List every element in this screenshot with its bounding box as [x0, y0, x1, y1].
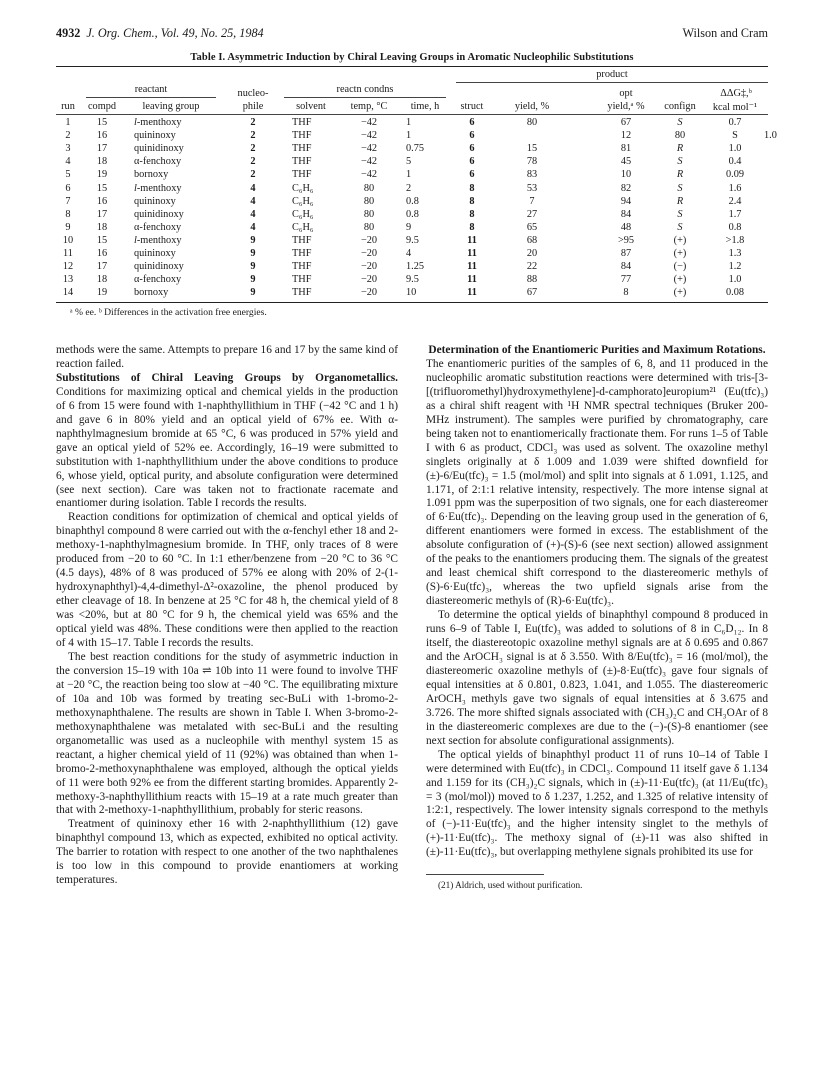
table-cell-compd: 18	[96, 274, 108, 286]
table-cell-lg: α-fenchoxy	[134, 221, 182, 233]
group-header-product: product	[596, 69, 628, 80]
group-rule-product	[456, 82, 768, 83]
table-cell-time: 1.25	[406, 261, 425, 273]
table-cell-lg: l-menthoxy	[134, 182, 182, 194]
table-cell-time: 9.5	[406, 274, 419, 286]
table-cell-struct: 8	[469, 221, 475, 233]
table-cell-run: 3	[65, 143, 71, 155]
table-cell-yield: 88	[526, 274, 538, 286]
col-header-ddg-1: ΔΔG‡,ᵇ	[720, 88, 752, 99]
table-cell-time: 9.5	[406, 234, 419, 246]
table-cell-temp: −20	[360, 274, 378, 286]
table-cell-config: 80	[674, 130, 686, 142]
table-cell-solv: THF	[292, 130, 312, 142]
table-cell-nu: 4	[250, 208, 256, 220]
table-cell-temp: −42	[360, 117, 378, 128]
table-cell-run: 12	[62, 261, 74, 273]
table-cell-yield: 68	[526, 234, 538, 246]
table-cell-compd: 18	[96, 221, 108, 233]
table-cell-lg: α-fenchoxy	[134, 274, 182, 286]
table-cell-dg: 1.6	[728, 182, 742, 194]
table-cell-nu: 2	[250, 156, 256, 168]
table-cell-config: R	[676, 195, 684, 207]
table-cell-yield: 7	[529, 195, 535, 207]
table-cell-config: S	[677, 156, 683, 168]
table-cell-run: 5	[65, 169, 71, 181]
table-cell-solv: C₆H₆	[292, 221, 314, 233]
table-cell-opt: 94	[620, 195, 632, 207]
paragraph: The enantiomeric purities of the samples of 6, 8, and 11 produced in the nucleophilic aromatic substitution reactions were determined with tris-[3-[(trifluoromethyl)hydroxymethylene]-d-camphorato]europium²¹ (Eu(tfc)₃) as a chiral shift reagent with ¹H NMR spectral techniques (Bruker 200-MHz instrument). The samples were purified by chromatography, care being taken not to enantiomerically fractionate them. For runs 1–5 of Table I with 6 as product, CDCl₃ was used as solvent. The oxazoline methyl singlets originally at δ 1.009 and 1.039 were shifted downfield for (±)-6/Eu(tfc)₃ = 1.5 (mol/mol) and split into signals at δ 1.091, 1.125, and 1.171, of 2:1:1 relative intensity, respectively. The more intense signal at 1.091 ppm was the superposition of two signals, one for each diastereomer of 6·Eu(tfc)₃. Depending on the leaving group used in the generation of 6, different enantiomers were formed in excess. The establishment of the absolute configuration of (+)-(S)-6 (see next section) allowed assignment of the peaks to the enantiomers producing them. The signals of the greatest and least chemical shift correspond to the diastereomeric methyls of (S)-6·Eu(tfc)₃, whereas the two upfield signals arise from the diastereomeric methyls of (R)-6·Eu(tfc)₃.	[426, 357, 768, 608]
table-cell-dg: >1.8	[725, 234, 745, 246]
table-cell-nu: 9	[250, 274, 256, 286]
paragraph: methods were the same. Attempts to prepare 16 and 17 by the same kind of reaction failed.	[56, 344, 398, 370]
table-cell-nu: 9	[250, 234, 256, 246]
paragraph: To determine the optical yields of binaphthyl compound 8 produced in runs 6–9 of Table I, Eu(tfc)₃ was added to solutions of 8 in C₆D₁₂. In 8 itself, the diastereotopic oxazoline methyl signals are at δ 0.695 and 0.867 and the ArOCH₃ signal is at δ 3.550. With 8/Eu(tfc)₃ = 16 (mol/mol), the diastereomeric oxazoline methyls of (±)-8·Eu(tfc)₃ gave four signals of equal intensities at δ 0.801, 0.823, 1.041, and 1.055. The diastereomeric ArOCH₃ methyls gave two signals of equal intensities at δ 3.675 and 3.726. The more shifted signals associated with (CH₃)₂C and CH₃OAr of 8 in the diastereomeric complexes are due to the (−)-(S)-8 enantiomer (see next section for absolute configurational assignments).	[426, 609, 768, 747]
table-cell-struct: 11	[467, 261, 477, 273]
journal-page	[56, 26, 777, 891]
running-header	[56, 26, 768, 44]
table-cell-solv: THF	[292, 261, 312, 273]
table-cell-config: S	[677, 117, 683, 128]
table-cell-compd: 15	[96, 182, 108, 194]
table-cell-solv: C₆H₆	[292, 195, 314, 207]
table-cell-dg: 0.7	[728, 117, 742, 128]
table-cell-nu: 2	[250, 143, 256, 155]
table-cell-struct: 8	[469, 195, 475, 207]
table-cell-temp: −42	[360, 156, 378, 168]
table-cell-compd: 15	[96, 234, 108, 246]
table-cell-run: 1	[65, 117, 71, 128]
table-cell-run: 10	[62, 234, 74, 246]
table-cell-run: 2	[65, 130, 71, 142]
table-cell-run: 13	[62, 274, 74, 286]
table-cell-time: 1	[406, 169, 412, 181]
table-cell-lg: l-menthoxy	[134, 234, 182, 246]
table-cell-temp: −42	[360, 143, 378, 155]
table-cell-run: 6	[65, 182, 71, 194]
table-cell-dg: 1.7	[728, 208, 742, 220]
footnote-rule	[426, 874, 544, 875]
col-header-struct: struct	[460, 101, 484, 112]
table-cell-opt: 77	[620, 274, 632, 286]
table-cell-struct: 6	[469, 156, 475, 168]
table-cell-config: (+)	[673, 287, 687, 299]
table-cell-yield: 27	[526, 208, 538, 220]
section-heading: Determination of the Enantiomeric Purities and Maximum Rotations.	[428, 344, 766, 356]
table-cell-dg: 0.8	[728, 221, 742, 233]
table-cell-dg: 1.0	[728, 143, 742, 155]
table-cell-opt: 84	[620, 261, 632, 273]
table-cell-dg: 2.4	[728, 195, 742, 207]
section-heading: Substitutions of Chiral Leaving Groups by Organometallics.	[56, 371, 398, 384]
table-cell-dg: 1.0	[728, 274, 742, 286]
table-cell-time: 2	[406, 182, 412, 194]
table-cell-yield: 83	[526, 169, 538, 181]
table-cell-time: 4	[406, 248, 412, 259]
table-cell-struct: 8	[469, 208, 475, 220]
col-header-nucleophile-1: nucleo-	[237, 88, 269, 99]
table-cell-lg: l-menthoxy	[134, 117, 182, 128]
authors: Wilson and Cram	[682, 26, 768, 40]
page-number: 4932	[56, 26, 81, 40]
table-cell-opt: 45	[620, 156, 632, 168]
table-cell-config: R	[676, 169, 684, 181]
table-cell-struct: 6	[469, 130, 475, 142]
table-cell-temp: 80	[363, 182, 375, 194]
table-cell-run: 11	[63, 248, 73, 259]
table-cell-nu: 2	[250, 169, 256, 181]
table-cell-config: R	[676, 143, 684, 155]
table-cell-solv: THF	[292, 287, 312, 299]
table-cell-temp: 80	[363, 221, 375, 233]
col-header-config: confign	[664, 101, 696, 112]
col-header-opt-2: yield,ᵃ %	[607, 101, 645, 112]
table-cell-temp: −42	[360, 130, 378, 142]
table-cell-dg: 1.2	[728, 261, 742, 273]
paragraph: The best reaction conditions for the study of asymmetric induction in the conversion 15–19 with 10a ⇌ 10b into 11 were found to involve THF at −20 °C, the reaction being too slow at −40 °C. The equilibrating mixture of 10a and 10b was formed by treating sec-BuLi with 1-bromo-2-methoxynaphthalene. The results are shown in Table I. When 3-bromo-2-methoxynaphthalene was metalated with sec-BuLi and the resulting organometallic was used as a nucleophile with menthyl system 15 as reactant, a higher chemical yield of 11 (92%) was obtained than when 1-bromo-2-methoxynaphthalene was employed, although the optical yields of 11 were both 92% ee from the different starting bromides. Apparently 2-methoxy-3-naphthyllithium reacts with 15–19 at a rate much greater than that with 2-methoxy-1-naphthyllithium, probably for steric reasons.	[56, 650, 398, 817]
table-cell-config: S	[677, 208, 683, 220]
table-cell-opt: 81	[620, 143, 632, 155]
table-cell-nu: 2	[250, 130, 256, 142]
left-column	[56, 344, 398, 893]
col-header-run: run	[61, 101, 75, 112]
table-cell-dg: 0.09	[725, 169, 745, 181]
table-cell-compd: 18	[96, 156, 108, 168]
paragraph: The optical yields of binaphthyl product 11 of runs 10–14 of Table I were determined with Eu(tfc)₃ in CDCl₃. Compound 11 itself gave δ 1.134 and 1.159 for its (CH₃)₂C signals, which in (±)-11·Eu(tfc)₃ (at 11/Eu(tfc)₃ = 3 (mol/mol)) moved to δ 1.237, 1.252, and 1.325 of relative intensity of 1:2:1, respectively. The lower intensity signals correspond to the methyls of (−)-11·Eu(tfc)₃ and the higher intensity singlet to the methyls of (+)-11·Eu(tfc)₃. The methoxy signal of (±)-11 was also shifted in (±)-11·Eu(tfc)₃, but overlapping methylene signals prohibited its use for	[426, 748, 768, 859]
col-header-solvent: solvent	[296, 101, 326, 112]
table-cell-config: (+)	[673, 274, 687, 286]
table-cell-opt: >95	[617, 234, 635, 246]
results-table	[56, 66, 777, 303]
table-cell-compd: 16	[96, 248, 108, 259]
table-cell-run: 8	[65, 208, 71, 220]
table-cell-nu: 4	[250, 195, 256, 207]
table-cell-temp: −42	[360, 169, 378, 181]
table-cell-temp: −20	[360, 234, 378, 246]
table-cell-opt: 82	[620, 182, 632, 194]
table-cell-lg: quinidinoxy	[134, 208, 184, 220]
table-cell-solv: THF	[292, 234, 312, 246]
table-cell-lg: bornoxy	[134, 287, 169, 299]
table-cell-yield: 53	[526, 182, 538, 194]
table-cell-compd: 15	[96, 117, 108, 128]
table-cell-yield: 15	[526, 143, 538, 155]
header-rule	[56, 114, 768, 115]
table-cell-struct: 6	[469, 143, 475, 155]
paragraph-text: Conditions for maximizing optical and chemical yields in the production of 6 from 15 were found with 1-naphthyllithium in THF (−42 °C and 1 h) and gave 6 in 80% yield and an optical yield of 67% ee. With α-naphthylmagnesium bromide at 65 °C, 6 was produced in 57% yield and gave an optical yield of 52% ee. Accordingly, 16–19 were submitted to substitution with 1-naphthyllithium under the above conditions to produce 6, whose yield, optical purity, and absolute configuration were determined (see next section). Care was taken not to fractionate racemate and enantiomer during isolation. Table I records the results.	[56, 385, 398, 510]
table-cell-compd: 17	[96, 208, 108, 220]
group-header-reactant: reactant	[134, 84, 168, 95]
table-cell-opt: 8	[623, 287, 629, 299]
table-cell-temp: −20	[360, 287, 378, 299]
table-cell-nu: 9	[250, 287, 256, 299]
table-cell-nu: 9	[250, 261, 256, 273]
table-cell-struct: 11	[467, 248, 477, 259]
col-header-nucleophile-2: phile	[242, 101, 264, 112]
table-cell-lg: quininoxy	[134, 195, 176, 207]
col-header-compd: compd	[87, 101, 117, 112]
table-cell-struct: 6	[469, 169, 475, 181]
table-cell-lg: quinidinoxy	[134, 143, 184, 155]
table-cell-config: (−)	[673, 261, 687, 273]
table-cell-struct: 11	[467, 274, 477, 286]
right-column	[426, 344, 768, 893]
group-rule-conds	[284, 97, 446, 98]
table-cell-struct: 11	[467, 287, 477, 299]
two-column-text	[56, 344, 768, 893]
table-cell-time: 1	[406, 130, 412, 142]
table-cell-nu: 4	[250, 221, 256, 233]
table-cell-lg: quininoxy	[134, 248, 176, 259]
table-cell-opt: 84	[620, 208, 632, 220]
table-cell-dg: S	[732, 130, 738, 142]
col-header-time: time, h	[410, 101, 440, 112]
table-cell-compd: 16	[96, 195, 108, 207]
table-cell-struct: 6	[469, 117, 475, 128]
table-cell-solv: THF	[292, 117, 312, 128]
table-cell-time: 0.8	[406, 195, 419, 207]
col-header-temp: temp, °C	[350, 101, 388, 112]
table-cell-temp: 80	[363, 208, 375, 220]
table-cell-solv: THF	[292, 143, 312, 155]
table-cell-solv: C₆H₆	[292, 208, 314, 220]
table-caption: Table I. Asymmetric Induction by Chiral Leaving Groups in Aromatic Nucleophilic Substitutions	[190, 52, 634, 63]
table-cell-yield: 22	[526, 261, 538, 273]
table-cell-compd: 17	[96, 143, 108, 155]
table-cell-config: (+)	[673, 234, 687, 246]
table-cell-dg: 0.4	[728, 156, 742, 168]
table-cell-lg: bornoxy	[134, 169, 169, 181]
col-header-ddg-2: kcal mol⁻¹	[712, 102, 758, 113]
table-cell-solv: THF	[292, 274, 312, 286]
group-header-conds: reactn condns	[336, 84, 394, 95]
table-cell-lg: quinidinoxy	[134, 261, 184, 273]
table-cell-config: S	[677, 221, 683, 233]
table-cell-yield: 78	[526, 156, 538, 168]
table-cell-solv: THF	[292, 169, 312, 181]
table-cell-time: 5	[406, 156, 412, 168]
table-cell-compd: 17	[96, 261, 108, 273]
table-cell-compd: 16	[96, 130, 108, 142]
table-cell-solv: C₆H₆	[292, 182, 314, 194]
group-rule-reactant	[86, 97, 216, 98]
table-cell-opt: 10	[620, 169, 632, 181]
table-cell-temp: −20	[360, 248, 378, 259]
table-cell-nu: 2	[250, 117, 256, 128]
paragraph: Treatment of quininoxy ether 16 with 2-naphthyllithium (12) gave binaphthyl compound 13, which as expected, exhibited no optical activity. The barrier to rotation with respect to one another of the two naphthalenes is too low in this compound to provide enantiomers at working temperatures.	[56, 818, 398, 887]
journal-citation: J. Org. Chem., Vol. 49, No. 25, 1984	[86, 26, 264, 40]
col-header-yield: yield, %	[514, 101, 550, 112]
table-cell-run: 14	[62, 287, 74, 299]
table-cell-temp: −20	[360, 261, 378, 273]
table-cell-opt: 87	[620, 248, 632, 259]
table-cell-run: 9	[65, 221, 71, 233]
table-cell-time: 9	[406, 221, 412, 233]
table-cell-dg: 0.08	[725, 287, 745, 299]
table-cell-lg: α-fenchoxy	[134, 156, 182, 168]
table-cell-struct: 11	[467, 234, 477, 246]
table-cell-opt: 67	[620, 117, 632, 128]
table-cell-time: 0.75	[406, 143, 425, 155]
table-cell-time: 1	[406, 117, 412, 128]
table-cell-config: S	[677, 182, 683, 194]
table-cell-time: 10	[406, 287, 417, 299]
table-cell-struct: 8	[469, 182, 475, 194]
footnote: (21) Aldrich, used without purification.	[438, 880, 583, 891]
table-cell-time: 0.8	[406, 208, 419, 220]
table-cell-run: 7	[65, 195, 71, 207]
table-cell-yield: 80	[526, 117, 538, 128]
table-cell-nu: 4	[250, 182, 256, 194]
table-cell-run: 4	[65, 156, 71, 168]
table-footnote: ᵃ % ee. ᵇ Differences in the activation free energies.	[70, 307, 267, 318]
table-cell-config: (+)	[673, 248, 687, 259]
table-cell-compd: 19	[96, 169, 108, 181]
table-cell-yield: 67	[526, 287, 538, 299]
table-cell-yield: 20	[526, 248, 538, 259]
table-cell-opt: 12	[620, 130, 632, 142]
col-header-opt-1: opt	[619, 88, 633, 99]
table-cell-solv: THF	[292, 248, 312, 259]
paragraph: Reaction conditions for optimization of chemical and optical yields of binaphthyl compound 8 were carried out with the α-fenchyl ether 18 and 2-methoxy-1-naphthylmagnesium bromide. In THF, only traces of 8 were produced from −20 to 60 °C. In 1:1 ether/benzene from −20 °C to 36 °C (4.5 days), 48% of 8 was produced of 57% ee along with 20% of 2-(1-hydroxynaphthyl)-4,4-dimethyl-Δ²-oxazoline, the phenol produced by ether cleavage of 18. In benzene at 25 °C for 48 h, the chemical yield of 8 was <20%, but at 80 °C for 9 h, the chemical yield was 65% and the optical yield was 48%. These conditions were then applied to the reaction of 4 with 15–17. Table I records the results.	[56, 511, 398, 650]
table-cell-nu: 9	[250, 248, 256, 259]
table-cell-lg: quininoxy	[134, 130, 176, 142]
table-cell-extra: 1.0	[764, 130, 777, 142]
table-cell-yield: 65	[526, 221, 538, 233]
table-cell-compd: 19	[96, 287, 108, 299]
col-header-leaving-group: leaving group	[142, 101, 200, 112]
table-cell-solv: THF	[292, 156, 312, 168]
table-cell-dg: 1.3	[728, 248, 742, 259]
table-cell-temp: 80	[363, 195, 375, 207]
table-cell-opt: 48	[620, 221, 632, 233]
